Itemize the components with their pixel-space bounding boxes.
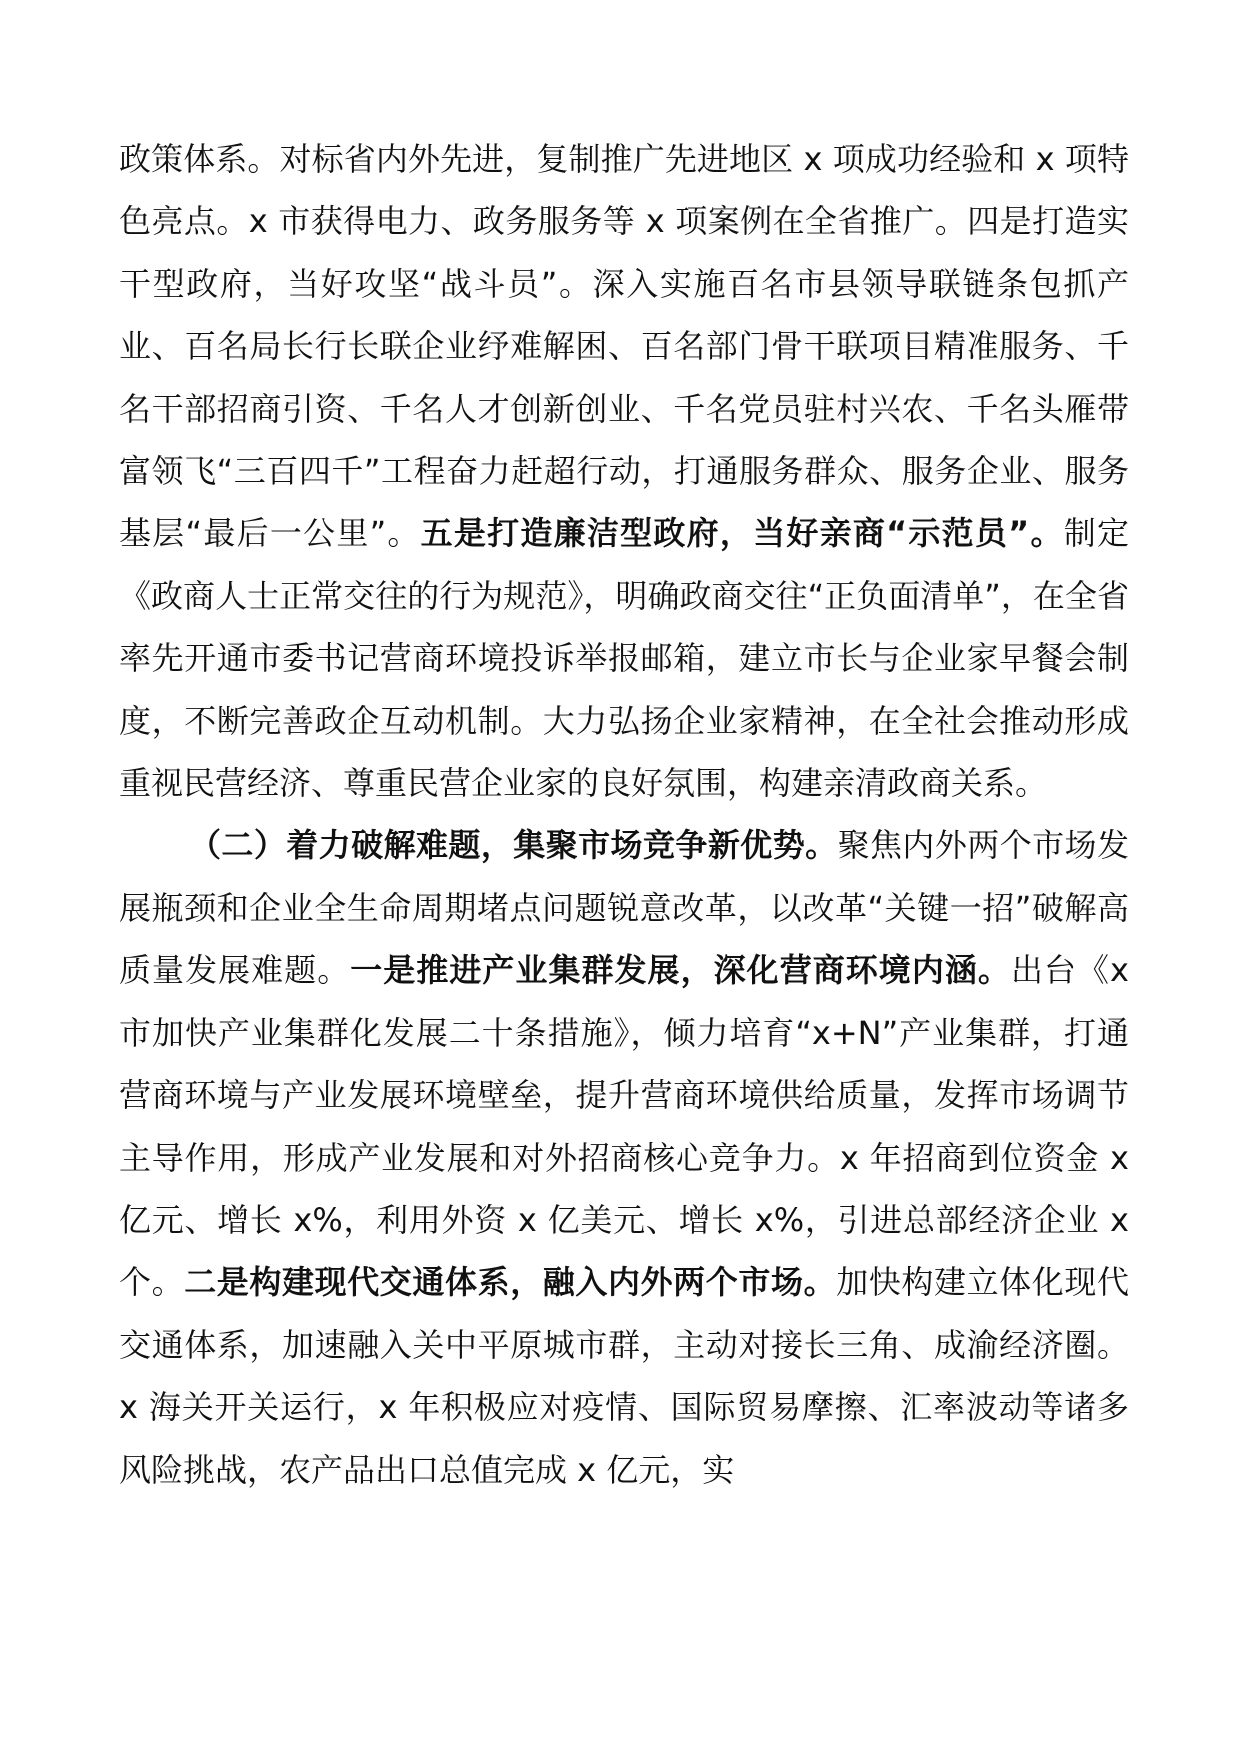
text-run: 聚焦内外两个市场发展瓶颈和企业全生命周期堵点问题锐意改革，以改革“关键一招”破解高质量发展难题。 [119,826,1129,990]
bold-heading-clean-government: 五是打造廉洁型政府，当好亲商“示范员”。 [420,514,1064,553]
text-run: 政策体系。对标省内外先进，复制推广先进地区 x 项成功经验和 x 项特色亮点。x 市获得电力、政务服务等 x 项案例在全省推广。四是打造实干型政府，当好攻坚“战斗员”。深入实施百名市县领导联链条包抓产业、百名局长行长联企业纾难解困、百名部门骨干联项目精准服务、千名干部招商引资、千名人才创新创业、千名党员驻村兴农、千名头雁带富领飞“三百四千”工程奋力赶超行动，打通服务群众、服务企业、服务基层“最后一公里”。 [119,140,1129,553]
text-run: 加快构建立体化现代交通体系，加速融入关中平原城市群，主动对接长三角、成渝经济圈。x 海关开关运行，x 年积极应对疫情、国际贸易摩擦、汇率波动等诸多风险挑战，农产品出口总值完成 x 亿元，实 [119,1263,1129,1489]
text-run: 制定《政商人士正常交往的行为规范》，明确政商交往“正负面清单”，在全省率先开通市委书记营商环境投诉举报邮箱，建立市长与企业家早餐会制度，不断完善政企互动机制。大力弘扬企业家精神，在全社会推动形成重视民营经济、尊重民营企业家的良好氛围，构建亲清政商关系。 [119,514,1129,803]
paragraph-government-building [119,128,1129,814]
bold-heading-transport-system: 二是构建现代交通体系，融入内外两个市场。 [184,1263,837,1302]
bold-heading-section-two: （二）着力破解难题，集聚市场竞争新优势。 [189,826,838,865]
document-body [119,128,1129,1501]
bold-heading-industrial-clusters: 一是推进产业集群发展，深化营商环境内涵。 [350,951,1011,990]
text-run: 出台《x 市加快产业集群化发展二十条措施》，倾力培育“x+N”产业集群，打通营商环境与产业发展环境壁垒，提升营商环境供给质量，发挥市场调节主导作用，形成产业发展和对外招商核心竞争力。x 年招商到位资金 x 亿元、增长 x%，利用外资 x 亿美元、增长 x%，引进总部经济企业 x 个。 [119,951,1129,1302]
paragraph-market-competition [119,814,1129,1500]
